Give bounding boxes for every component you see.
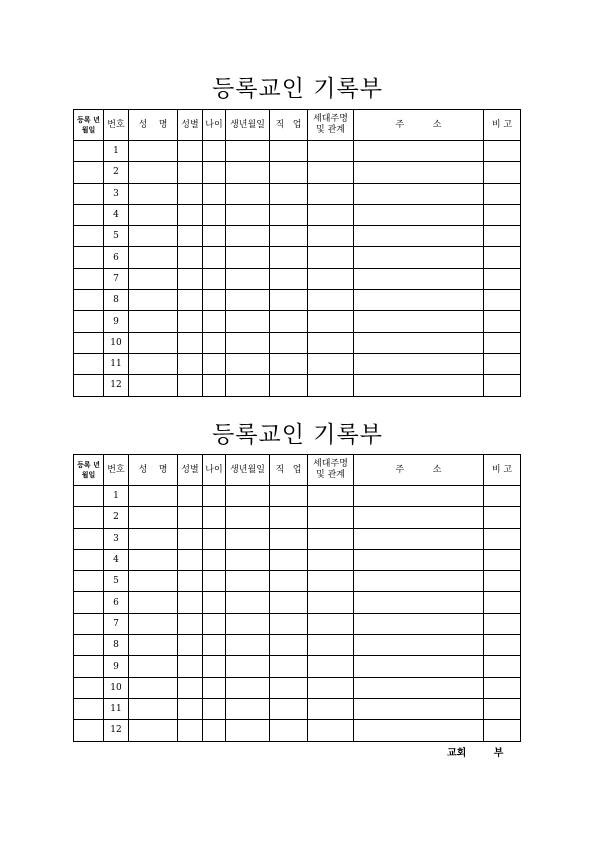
cell-relation[interactable] — [308, 613, 354, 634]
cell-birth[interactable] — [226, 698, 270, 719]
cell-age[interactable] — [203, 571, 226, 592]
header-address: 주 소 — [354, 110, 484, 141]
cell-note[interactable] — [484, 486, 521, 507]
cell-note[interactable] — [484, 183, 521, 204]
cell-job[interactable] — [270, 290, 308, 311]
register-table — [73, 109, 521, 397]
cell-gender[interactable] — [178, 247, 203, 268]
cell-birth[interactable] — [226, 571, 270, 592]
cell-address[interactable] — [354, 268, 484, 289]
cell-relation[interactable] — [308, 290, 354, 311]
cell-reg-date[interactable] — [74, 332, 104, 353]
cell-gender[interactable] — [178, 528, 203, 549]
cell-address[interactable] — [354, 571, 484, 592]
cell-number: 7 — [104, 613, 129, 634]
cell-number: 11 — [104, 353, 129, 374]
cell-number: 1 — [104, 486, 129, 507]
cell-relation[interactable] — [308, 375, 354, 396]
cell-relation[interactable] — [308, 162, 354, 183]
cell-name[interactable] — [129, 507, 178, 528]
header-job: 직 업 — [270, 455, 308, 486]
cell-address[interactable] — [354, 162, 484, 183]
cell-name[interactable] — [129, 656, 178, 677]
cell-address[interactable] — [354, 141, 484, 162]
cell-age[interactable] — [203, 507, 226, 528]
cell-job[interactable] — [270, 549, 308, 570]
cell-name[interactable] — [129, 613, 178, 634]
cell-note[interactable] — [484, 311, 521, 332]
cell-gender[interactable] — [178, 656, 203, 677]
cell-job[interactable] — [270, 183, 308, 204]
header-birth: 생년월일 — [226, 110, 270, 141]
cell-name[interactable] — [129, 698, 178, 719]
cell-gender[interactable] — [178, 141, 203, 162]
cell-address[interactable] — [354, 375, 484, 396]
cell-job[interactable] — [270, 571, 308, 592]
cell-name[interactable] — [129, 677, 178, 698]
cell-job[interactable] — [270, 353, 308, 374]
cell-relation[interactable] — [308, 332, 354, 353]
cell-reg-date[interactable] — [74, 698, 104, 719]
register-table — [73, 454, 521, 742]
cell-age[interactable] — [203, 204, 226, 225]
cell-reg-date[interactable] — [74, 549, 104, 570]
cell-gender[interactable] — [178, 677, 203, 698]
cell-note[interactable] — [484, 162, 521, 183]
cell-name[interactable] — [129, 528, 178, 549]
cell-age[interactable] — [203, 332, 226, 353]
cell-relation[interactable] — [308, 549, 354, 570]
cell-reg-date[interactable] — [74, 162, 104, 183]
cell-address[interactable] — [354, 549, 484, 570]
cell-number: 10 — [104, 332, 129, 353]
cell-note[interactable] — [484, 268, 521, 289]
cell-note[interactable] — [484, 549, 521, 570]
cell-birth[interactable] — [226, 613, 270, 634]
table-row — [74, 183, 521, 204]
table-row — [74, 549, 521, 570]
header-name: 성 명 — [129, 110, 178, 141]
cell-job[interactable] — [270, 268, 308, 289]
header-relation: 세대주명 및 관계 — [308, 455, 354, 486]
table-row — [74, 375, 521, 396]
cell-birth[interactable] — [226, 592, 270, 613]
cell-address[interactable] — [354, 698, 484, 719]
cell-age[interactable] — [203, 375, 226, 396]
cell-gender[interactable] — [178, 698, 203, 719]
cell-name[interactable] — [129, 141, 178, 162]
cell-birth[interactable] — [226, 290, 270, 311]
cell-age[interactable] — [203, 486, 226, 507]
cell-number: 11 — [104, 698, 129, 719]
cell-reg-date[interactable] — [74, 507, 104, 528]
cell-relation[interactable] — [308, 528, 354, 549]
cell-address[interactable] — [354, 656, 484, 677]
cell-job[interactable] — [270, 528, 308, 549]
cell-relation[interactable] — [308, 571, 354, 592]
cell-reg-date[interactable] — [74, 268, 104, 289]
cell-reg-date[interactable] — [74, 613, 104, 634]
cell-number: 12 — [104, 375, 129, 396]
cell-number: 7 — [104, 268, 129, 289]
cell-note[interactable] — [484, 720, 521, 741]
table-row — [74, 571, 521, 592]
header-address: 주 소 — [354, 455, 484, 486]
cell-address[interactable] — [354, 311, 484, 332]
cell-name[interactable] — [129, 204, 178, 225]
cell-birth[interactable] — [226, 720, 270, 741]
header-name: 성 명 — [129, 455, 178, 486]
table-row — [74, 592, 521, 613]
cell-number: 3 — [104, 183, 129, 204]
cell-birth[interactable] — [226, 311, 270, 332]
form-title: 등록교인 기록부 — [212, 422, 383, 448]
cell-job[interactable] — [270, 677, 308, 698]
cell-age[interactable] — [203, 141, 226, 162]
cell-gender[interactable] — [178, 549, 203, 570]
table-row — [74, 162, 521, 183]
cell-birth[interactable] — [226, 549, 270, 570]
cell-age[interactable] — [203, 592, 226, 613]
cell-address[interactable] — [354, 720, 484, 741]
cell-job[interactable] — [270, 204, 308, 225]
header-gender: 성별 — [178, 455, 203, 486]
cell-reg-date[interactable] — [74, 571, 104, 592]
table-row — [74, 290, 521, 311]
cell-number: 2 — [104, 162, 129, 183]
cell-number: 8 — [104, 290, 129, 311]
cell-birth[interactable] — [226, 226, 270, 247]
cell-age[interactable] — [203, 247, 226, 268]
cell-number: 10 — [104, 677, 129, 698]
cell-gender[interactable] — [178, 507, 203, 528]
cell-relation[interactable] — [308, 677, 354, 698]
cell-number: 9 — [104, 311, 129, 332]
cell-note[interactable] — [484, 141, 521, 162]
cell-number: 5 — [104, 226, 129, 247]
cell-job[interactable] — [270, 162, 308, 183]
cell-reg-date[interactable] — [74, 486, 104, 507]
cell-address[interactable] — [354, 332, 484, 353]
cell-name[interactable] — [129, 162, 178, 183]
header-birth: 생년월일 — [226, 455, 270, 486]
cell-reg-date[interactable] — [74, 204, 104, 225]
cell-relation[interactable] — [308, 592, 354, 613]
table-row — [74, 677, 521, 698]
cell-relation[interactable] — [308, 635, 354, 656]
cell-relation[interactable] — [308, 183, 354, 204]
cell-age[interactable] — [203, 698, 226, 719]
cell-age[interactable] — [203, 720, 226, 741]
cell-reg-date[interactable] — [74, 592, 104, 613]
cell-number: 4 — [104, 204, 129, 225]
cell-note[interactable] — [484, 247, 521, 268]
cell-name[interactable] — [129, 592, 178, 613]
cell-job[interactable] — [270, 226, 308, 247]
cell-birth[interactable] — [226, 162, 270, 183]
cell-gender[interactable] — [178, 226, 203, 247]
cell-relation[interactable] — [308, 226, 354, 247]
cell-job[interactable] — [270, 332, 308, 353]
cell-number: 5 — [104, 571, 129, 592]
cell-name[interactable] — [129, 247, 178, 268]
cell-age[interactable] — [203, 290, 226, 311]
cell-note[interactable] — [484, 507, 521, 528]
cell-address[interactable] — [354, 528, 484, 549]
table-row — [74, 226, 521, 247]
cell-note[interactable] — [484, 332, 521, 353]
cell-reg-date[interactable] — [74, 656, 104, 677]
cell-job[interactable] — [270, 720, 308, 741]
cell-name[interactable] — [129, 549, 178, 570]
cell-number: 6 — [104, 247, 129, 268]
cell-reg-date[interactable] — [74, 635, 104, 656]
cell-note[interactable] — [484, 613, 521, 634]
cell-reg-date[interactable] — [74, 677, 104, 698]
cell-gender[interactable] — [178, 720, 203, 741]
cell-birth[interactable] — [226, 656, 270, 677]
cell-birth[interactable] — [226, 268, 270, 289]
cell-note[interactable] — [484, 528, 521, 549]
cell-relation[interactable] — [308, 204, 354, 225]
cell-birth[interactable] — [226, 507, 270, 528]
cell-address[interactable] — [354, 507, 484, 528]
cell-job[interactable] — [270, 635, 308, 656]
cell-age[interactable] — [203, 162, 226, 183]
cell-number: 2 — [104, 507, 129, 528]
table-row — [74, 268, 521, 289]
cell-relation[interactable] — [308, 720, 354, 741]
cell-age[interactable] — [203, 311, 226, 332]
header-relation: 세대주명 및 관계 — [308, 110, 354, 141]
table-row — [74, 311, 521, 332]
cell-gender[interactable] — [178, 613, 203, 634]
cell-name[interactable] — [129, 720, 178, 741]
cell-job[interactable] — [270, 247, 308, 268]
cell-job[interactable] — [270, 698, 308, 719]
cell-gender[interactable] — [178, 311, 203, 332]
cell-note[interactable] — [484, 592, 521, 613]
cell-relation[interactable] — [308, 507, 354, 528]
cell-address[interactable] — [354, 592, 484, 613]
header-reg-date: 등록 년월일 — [74, 110, 104, 141]
cell-age[interactable] — [203, 268, 226, 289]
cell-birth[interactable] — [226, 247, 270, 268]
header-reg-date: 등록 년월일 — [74, 455, 104, 486]
cell-note[interactable] — [484, 353, 521, 374]
header-number: 번호 — [104, 455, 129, 486]
cell-number: 4 — [104, 549, 129, 570]
cell-reg-date[interactable] — [74, 375, 104, 396]
cell-gender[interactable] — [178, 375, 203, 396]
cell-birth[interactable] — [226, 183, 270, 204]
cell-age[interactable] — [203, 528, 226, 549]
cell-note[interactable] — [484, 656, 521, 677]
cell-reg-date[interactable] — [74, 720, 104, 741]
cell-relation[interactable] — [308, 268, 354, 289]
header-job: 직 업 — [270, 110, 308, 141]
cell-note[interactable] — [484, 290, 521, 311]
cell-number: 8 — [104, 635, 129, 656]
cell-job[interactable] — [270, 656, 308, 677]
cell-gender[interactable] — [178, 268, 203, 289]
cell-number: 12 — [104, 720, 129, 741]
cell-relation[interactable] — [308, 311, 354, 332]
cell-note[interactable] — [484, 698, 521, 719]
cell-job[interactable] — [270, 486, 308, 507]
cell-note[interactable] — [484, 571, 521, 592]
cell-birth[interactable] — [226, 375, 270, 396]
cell-address[interactable] — [354, 290, 484, 311]
table-row — [74, 353, 521, 374]
header-age: 나이 — [203, 110, 226, 141]
cell-job[interactable] — [270, 507, 308, 528]
cell-age[interactable] — [203, 549, 226, 570]
table-row — [74, 613, 521, 634]
table-row — [74, 486, 521, 507]
cell-address[interactable] — [354, 353, 484, 374]
cell-reg-date[interactable] — [74, 311, 104, 332]
cell-name[interactable] — [129, 571, 178, 592]
cell-relation[interactable] — [308, 353, 354, 374]
cell-address[interactable] — [354, 183, 484, 204]
cell-gender[interactable] — [178, 592, 203, 613]
cell-age[interactable] — [203, 656, 226, 677]
table-row — [74, 635, 521, 656]
cell-age[interactable] — [203, 353, 226, 374]
cell-name[interactable] — [129, 353, 178, 374]
table-row — [74, 656, 521, 677]
cell-job[interactable] — [270, 311, 308, 332]
cell-birth[interactable] — [226, 528, 270, 549]
cell-gender[interactable] — [178, 290, 203, 311]
cell-job[interactable] — [270, 613, 308, 634]
cell-note[interactable] — [484, 677, 521, 698]
cell-number: 6 — [104, 592, 129, 613]
cell-number: 3 — [104, 528, 129, 549]
cell-address[interactable] — [354, 613, 484, 634]
cell-gender[interactable] — [178, 571, 203, 592]
cell-job[interactable] — [270, 592, 308, 613]
header-note: 비 고 — [484, 455, 521, 486]
cell-gender[interactable] — [178, 183, 203, 204]
cell-relation[interactable] — [308, 698, 354, 719]
cell-relation[interactable] — [308, 486, 354, 507]
cell-number: 9 — [104, 656, 129, 677]
cell-relation[interactable] — [308, 656, 354, 677]
cell-job[interactable] — [270, 141, 308, 162]
table-row — [74, 720, 521, 741]
table-row — [74, 204, 521, 225]
cell-name[interactable] — [129, 486, 178, 507]
cell-reg-date[interactable] — [74, 141, 104, 162]
cell-address[interactable] — [354, 486, 484, 507]
cell-birth[interactable] — [226, 204, 270, 225]
cell-age[interactable] — [203, 677, 226, 698]
cell-age[interactable] — [203, 635, 226, 656]
table-row — [74, 507, 521, 528]
cell-reg-date[interactable] — [74, 247, 104, 268]
cell-note[interactable] — [484, 635, 521, 656]
cell-name[interactable] — [129, 311, 178, 332]
cell-age[interactable] — [203, 183, 226, 204]
cell-reg-date[interactable] — [74, 290, 104, 311]
cell-name[interactable] — [129, 375, 178, 396]
cell-address[interactable] — [354, 635, 484, 656]
cell-birth[interactable] — [226, 677, 270, 698]
table-row — [74, 247, 521, 268]
header-gender: 성별 — [178, 110, 203, 141]
cell-birth[interactable] — [226, 141, 270, 162]
cell-name[interactable] — [129, 183, 178, 204]
cell-address[interactable] — [354, 677, 484, 698]
table-row — [74, 141, 521, 162]
cell-reg-date[interactable] — [74, 353, 104, 374]
cell-name[interactable] — [129, 268, 178, 289]
cell-address[interactable] — [354, 226, 484, 247]
table-row — [74, 332, 521, 353]
cell-name[interactable] — [129, 635, 178, 656]
table-row — [74, 528, 521, 549]
cell-reg-date[interactable] — [74, 226, 104, 247]
cell-address[interactable] — [354, 204, 484, 225]
cell-gender[interactable] — [178, 635, 203, 656]
cell-age[interactable] — [203, 226, 226, 247]
header-age: 나이 — [203, 455, 226, 486]
cell-gender[interactable] — [178, 332, 203, 353]
cell-name[interactable] — [129, 226, 178, 247]
cell-age[interactable] — [203, 613, 226, 634]
cell-birth[interactable] — [226, 486, 270, 507]
cell-reg-date[interactable] — [74, 183, 104, 204]
cell-relation[interactable] — [308, 141, 354, 162]
cell-gender[interactable] — [178, 204, 203, 225]
cell-name[interactable] — [129, 332, 178, 353]
cell-gender[interactable] — [178, 353, 203, 374]
header-number: 번호 — [104, 110, 129, 141]
cell-gender[interactable] — [178, 486, 203, 507]
cell-birth[interactable] — [226, 635, 270, 656]
cell-number: 1 — [104, 141, 129, 162]
form-title: 등록교인 기록부 — [212, 76, 383, 102]
cell-birth[interactable] — [226, 332, 270, 353]
cell-job[interactable] — [270, 375, 308, 396]
cell-reg-date[interactable] — [74, 528, 104, 549]
cell-address[interactable] — [354, 247, 484, 268]
cell-note[interactable] — [484, 226, 521, 247]
cell-relation[interactable] — [308, 247, 354, 268]
cell-name[interactable] — [129, 290, 178, 311]
church-footer: 교회 부 — [447, 748, 504, 759]
cell-note[interactable] — [484, 375, 521, 396]
cell-gender[interactable] — [178, 162, 203, 183]
cell-note[interactable] — [484, 204, 521, 225]
table-row — [74, 698, 521, 719]
cell-birth[interactable] — [226, 353, 270, 374]
header-note: 비 고 — [484, 110, 521, 141]
